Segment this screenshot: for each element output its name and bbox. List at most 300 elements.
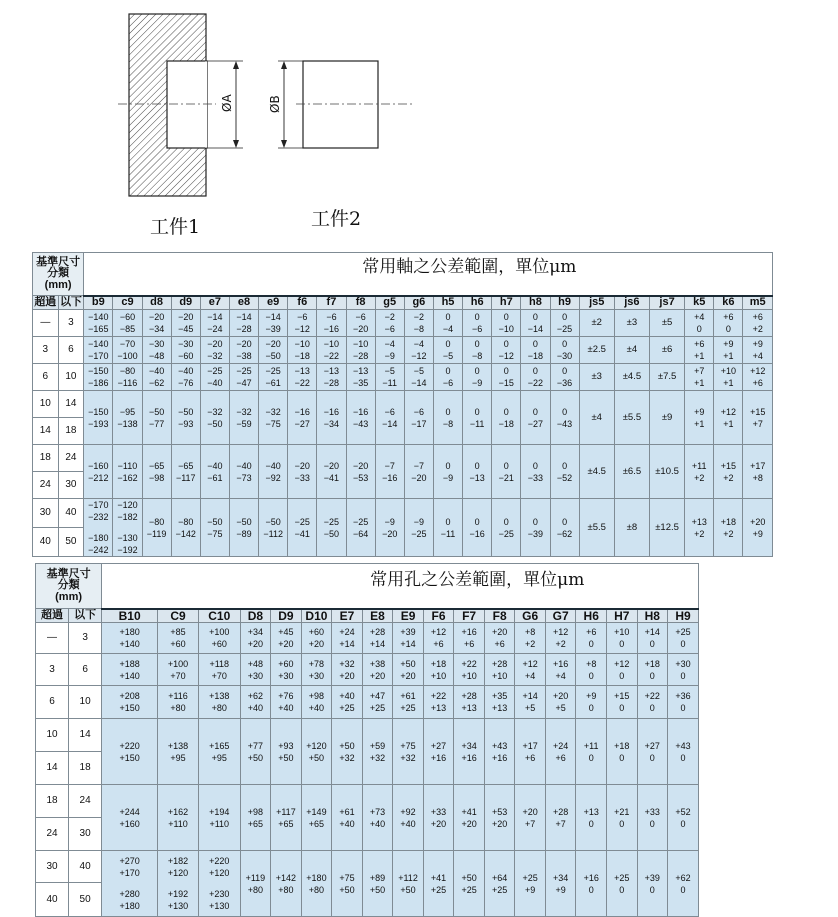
column-header-c9: C9	[158, 609, 199, 623]
upper-deviation: +6	[723, 312, 734, 322]
lower-deviation: −75	[207, 528, 223, 539]
tolerance-cell-js7	[649, 391, 684, 445]
upper-deviation: +27	[430, 740, 447, 751]
lower-deviation: +50	[369, 884, 386, 895]
upper-deviation: +77	[247, 740, 264, 751]
lower-deviation: −100	[117, 351, 138, 361]
upper-deviation: +165	[209, 740, 230, 751]
upper-deviation: −20	[265, 339, 281, 349]
lower-deviation: +80	[247, 884, 264, 895]
lower-deviation: +4	[525, 670, 536, 681]
upper-deviation: −25	[323, 516, 340, 527]
column-header-e8: e8	[229, 296, 258, 310]
tolerance-cell-f8	[346, 391, 375, 445]
upper-deviation: −40	[148, 366, 165, 376]
upper-deviation: +9	[723, 339, 734, 349]
lower-deviation: −12	[411, 351, 427, 361]
lower-deviation: −41	[323, 472, 340, 483]
lower-deviation: −16	[469, 528, 485, 539]
lower-deviation: −25	[556, 324, 573, 334]
table-row	[36, 623, 699, 654]
upper-deviation: −65	[148, 460, 165, 471]
tolerance-cell-g7	[545, 719, 576, 785]
tolerance-cell-g5	[375, 337, 404, 364]
table-title: 常用孔之公差範圍，單位μm	[362, 570, 592, 591]
tolerance-cell-c9	[113, 445, 142, 499]
upper-deviation: −140	[88, 312, 109, 322]
tolerance-cell-f8	[484, 686, 515, 719]
tolerance-cell-b9	[84, 391, 113, 445]
lower-deviation: +110	[168, 818, 188, 829]
lower-deviation: −35	[352, 378, 369, 388]
lower-deviation: +50	[247, 752, 264, 763]
tolerance-cell-js5	[579, 310, 614, 337]
upper-deviation: −7	[413, 460, 424, 471]
column-header-d10: D10	[301, 609, 332, 623]
size-over-cell: 40	[36, 883, 69, 917]
upper-deviation: −40	[207, 460, 223, 471]
lower-deviation: +1	[723, 351, 734, 361]
upper-deviation: +220	[119, 740, 140, 751]
upper-deviation: −10	[323, 339, 340, 349]
lower-deviation: +160	[119, 818, 140, 829]
tolerance-cell-e7	[200, 445, 229, 499]
size-up-to-cell: 10	[69, 686, 102, 719]
lower-deviation: 0	[619, 884, 625, 895]
size-over-cell: 18	[33, 445, 59, 472]
tolerance-cell-e9	[259, 310, 288, 337]
tolerance-cell-d10	[301, 719, 332, 785]
upper-deviation: +142	[275, 872, 297, 883]
tolerance-cell-c9	[158, 654, 199, 686]
lower-deviation: −73	[236, 472, 252, 483]
tolerance-cell-js7	[649, 310, 684, 337]
tolerance-cell-e9	[259, 337, 288, 364]
tolerance-cell-h7	[606, 851, 637, 917]
size-over-cell: 14	[33, 418, 59, 445]
lower-deviation: +140	[119, 670, 140, 681]
upper-deviation: +100	[209, 627, 230, 637]
upper-deviation: −13	[323, 366, 340, 376]
tolerance-cell-js7	[649, 364, 684, 391]
lower-deviation: −8	[442, 418, 454, 429]
lower-deviation: −50	[323, 528, 340, 539]
lower-deviation: +9	[752, 528, 763, 539]
tolerance-cell-f8	[346, 310, 375, 337]
tolerance-cell-h6	[576, 623, 607, 654]
lower-deviation: +8	[752, 472, 763, 483]
lower-deviation: −119	[146, 528, 167, 539]
tolerance-cell-g5	[375, 499, 404, 557]
tolerance-cell-f8	[346, 499, 375, 557]
tolerance-cell-f7	[317, 364, 346, 391]
upper-deviation: −5	[413, 366, 424, 376]
tolerance-cell-f6	[423, 851, 454, 917]
lower-deviation: −64	[352, 528, 369, 539]
upper-deviation: +20	[553, 691, 569, 701]
tolerance-cell-e7	[200, 310, 229, 337]
lower-deviation: −6	[442, 378, 454, 388]
lower-deviation: +50	[400, 884, 416, 895]
upper-deviation: −50	[207, 516, 223, 527]
tolerance-cell-d9	[271, 851, 302, 917]
lower-deviation: −61	[265, 378, 281, 388]
column-header-g6: g6	[404, 296, 433, 310]
upper-deviation: −13	[352, 366, 369, 376]
tolerance-cell-f8	[484, 719, 515, 785]
upper-deviation: +16	[553, 658, 569, 669]
tolerance-cell-g6	[404, 337, 433, 364]
lower-deviation: −11	[440, 528, 456, 539]
lower-deviation: +2	[694, 528, 705, 539]
lower-deviation: −92	[265, 472, 281, 483]
tolerance-cell-js7	[649, 445, 684, 499]
tolerance-cell-e8	[362, 623, 393, 654]
lower-deviation: −20	[411, 472, 427, 483]
size-up-to-cell: 40	[58, 499, 84, 528]
upper-deviation: 0	[445, 406, 451, 417]
tolerance-cell-c9	[113, 310, 142, 337]
upper-deviation: +12	[614, 658, 630, 669]
upper-deviation: −40	[236, 460, 252, 471]
tolerance-cell-d9	[171, 499, 200, 557]
upper-deviation: +22	[430, 691, 447, 701]
tolerance-cell-c9	[158, 785, 199, 851]
upper-deviation: +117	[276, 806, 296, 817]
tolerance-cell-d8	[240, 785, 271, 851]
tolerance-cell-e9	[393, 851, 424, 917]
tolerance-cell-h6	[576, 686, 607, 719]
upper-deviation: +34	[553, 872, 569, 883]
upper-deviation: +12	[522, 658, 538, 669]
lower-deviation: −16	[382, 472, 398, 483]
lower-deviation: −14	[527, 324, 544, 334]
shaft-tolerance-table	[32, 252, 773, 557]
lower-deviation: +130	[167, 901, 189, 911]
upper-deviation: 0	[445, 339, 451, 349]
lower-deviation: −20	[352, 324, 369, 334]
lower-deviation: +20	[339, 670, 355, 681]
upper-deviation: +43	[675, 740, 691, 751]
upper-deviation: +64	[491, 872, 508, 883]
tolerance-cell-e9	[259, 364, 288, 391]
lower-deviation: +40	[400, 818, 416, 829]
upper-deviation: −180	[88, 533, 109, 543]
size-over-cell: 3	[36, 654, 69, 686]
upper-deviation: +120	[306, 740, 327, 751]
upper-deviation: +43	[491, 740, 508, 751]
upper-deviation: 0	[503, 406, 509, 417]
tolerance-cell-js5	[579, 391, 614, 445]
tolerance-cell-h8	[521, 499, 550, 557]
lower-deviation: −48	[148, 351, 165, 361]
column-header-h8: h8	[521, 296, 550, 310]
upper-deviation: +39	[400, 627, 416, 637]
upper-deviation: 0	[503, 460, 509, 471]
upper-deviation: +25	[522, 872, 538, 883]
tolerance-cell-e7	[200, 391, 229, 445]
table-banner	[102, 564, 699, 609]
tolerance-cell-h5	[433, 499, 462, 557]
upper-deviation: −20	[323, 460, 340, 471]
size-up-to-cell: 3	[69, 623, 102, 654]
tolerance-cell-h7	[492, 445, 521, 499]
tolerance-cell-h9	[668, 719, 699, 785]
upper-deviation: +11	[583, 740, 599, 751]
tolerance-cell-h8	[637, 719, 668, 785]
size-up-to-cell: 3	[58, 310, 84, 337]
upper-deviation: +25	[675, 627, 691, 637]
lower-deviation: +25	[430, 884, 447, 895]
upper-deviation: +50	[461, 872, 477, 883]
upper-deviation: −20	[352, 460, 369, 471]
tolerance-cell-js6	[614, 391, 649, 445]
lower-deviation: 0	[725, 324, 731, 334]
lower-deviation: −38	[236, 351, 252, 361]
lower-deviation: 0	[680, 703, 686, 713]
tolerance-cell-h6	[463, 391, 492, 445]
column-header-f6: F6	[423, 609, 454, 623]
upper-deviation: +100	[167, 658, 189, 669]
tolerance-cell-g7	[545, 686, 576, 719]
tolerance-cell-k6	[714, 310, 743, 337]
tolerance-cell-d8	[142, 499, 171, 557]
column-header-h8: H8	[637, 609, 668, 623]
lower-deviation: +7	[555, 818, 566, 829]
column-header-js7: js7	[649, 296, 684, 310]
tolerance-cell-e7	[332, 686, 363, 719]
tolerance-cell-f7	[454, 623, 485, 654]
upper-deviation: +8	[586, 658, 597, 669]
tolerance-cell-m5	[743, 391, 773, 445]
lower-deviation: +40	[339, 818, 355, 829]
lower-deviation: +30	[278, 670, 294, 681]
column-header-f6: f6	[288, 296, 317, 310]
lower-deviation: −9	[442, 472, 454, 483]
tolerance-cell-k6	[714, 364, 743, 391]
tolerance-cell-h7	[606, 785, 637, 851]
upper-deviation: +13	[691, 516, 707, 527]
tolerance-cell-f7	[317, 445, 346, 499]
tolerance-cell-f8	[346, 337, 375, 364]
lower-deviation: −192	[117, 545, 138, 555]
lower-deviation: −50	[207, 418, 223, 429]
lower-deviation: −59	[236, 418, 252, 429]
lower-deviation: +25	[369, 703, 386, 713]
upper-deviation: +45	[278, 627, 294, 637]
upper-deviation: −80	[178, 516, 194, 527]
upper-deviation: 0	[532, 516, 538, 527]
upper-deviation: −30	[178, 339, 194, 349]
upper-deviation: +188	[119, 658, 140, 669]
upper-deviation: −4	[413, 339, 424, 349]
tolerance-cell-e9	[259, 445, 288, 499]
tolerance-cell-d8	[240, 719, 271, 785]
tolerance-cell-h7	[492, 499, 521, 557]
tolerance-cell-b9	[84, 499, 113, 557]
workpiece-2-caption: 工件2	[311, 208, 362, 230]
tolerance-cell-g6	[404, 391, 433, 445]
lower-deviation: +150	[119, 752, 140, 763]
lower-deviation: −75	[265, 418, 281, 429]
tolerance-cell-d9	[271, 719, 302, 785]
size-up-to-cell: 24	[69, 785, 102, 818]
lower-deviation: −93	[178, 418, 194, 429]
tolerance-cell-g7	[545, 654, 576, 686]
tolerance-cell-f8	[484, 785, 515, 851]
tolerance-cell-d10	[301, 851, 332, 917]
tolerance-cell-h7	[606, 719, 637, 785]
lower-deviation: +2	[723, 528, 734, 539]
lower-deviation: +80	[170, 703, 186, 713]
tolerance-cell-e8	[229, 337, 258, 364]
tolerance-cell-js6	[614, 445, 649, 499]
lower-deviation: +95	[211, 752, 227, 763]
tolerance-cell-js5	[579, 337, 614, 364]
lower-deviation: +30	[247, 670, 264, 681]
tolerance-cell-m5	[743, 337, 773, 364]
upper-deviation: +9	[694, 406, 705, 417]
tolerance-cell-h8	[637, 654, 668, 686]
lower-deviation: +60	[211, 639, 227, 649]
lower-deviation: −242	[88, 545, 109, 555]
upper-deviation: +36	[675, 691, 691, 701]
tolerance-cell-c9	[113, 364, 142, 391]
tolerance-cell-e8	[362, 851, 393, 917]
tolerance-cell-d8	[240, 851, 271, 917]
tolerance-cell-m5	[743, 364, 773, 391]
tolerance-cell-h8	[521, 310, 550, 337]
tolerance-cell-b10	[102, 851, 158, 917]
tolerance-cell-g6	[515, 851, 546, 917]
tolerance-cell-h9	[668, 851, 699, 917]
lower-deviation: +16	[491, 752, 508, 763]
tolerance-cell-g6	[515, 719, 546, 785]
shaft-table-grid	[32, 252, 773, 557]
tolerance-cell-b10	[102, 686, 158, 719]
lower-deviation: 0	[696, 324, 702, 334]
upper-deviation: ±4	[626, 344, 638, 355]
column-header-h6: H6	[576, 609, 607, 623]
lower-deviation: −24	[207, 324, 223, 334]
upper-deviation: −110	[117, 460, 138, 471]
lower-deviation: +170	[119, 868, 140, 878]
upper-deviation: −140	[88, 339, 109, 349]
upper-deviation: ±10.5	[655, 465, 679, 477]
tolerance-cell-d8	[240, 623, 271, 654]
tolerance-cell-e8	[229, 445, 258, 499]
lower-deviation: 0	[619, 670, 625, 681]
upper-deviation: +12	[553, 627, 569, 637]
table-title: 常用軸之公差範圍，單位μm	[354, 257, 584, 278]
tolerance-cell-d9	[271, 623, 302, 654]
size-up-to-cell: 50	[58, 528, 84, 557]
tolerance-cell-e9	[259, 499, 288, 557]
upper-deviation: +20	[750, 516, 766, 527]
lower-deviation: +1	[694, 351, 705, 361]
upper-deviation: 0	[445, 312, 451, 322]
lower-deviation: +32	[400, 752, 416, 763]
upper-deviation: +180	[306, 872, 327, 883]
upper-deviation: −6	[326, 312, 337, 322]
upper-deviation: ±2.5	[587, 344, 606, 355]
tolerance-cell-k5	[685, 499, 714, 557]
lower-deviation: +16	[430, 752, 447, 763]
tolerance-cell-f6	[423, 623, 454, 654]
lower-deviation: +7	[752, 418, 763, 429]
tolerance-cell-b10	[102, 785, 158, 851]
tolerance-cell-c10	[198, 785, 240, 851]
lower-deviation: −52	[556, 472, 573, 483]
upper-deviation: ±9	[661, 411, 673, 423]
tolerance-cell-js6	[614, 310, 649, 337]
tolerance-cell-h8	[521, 364, 550, 391]
upper-deviation: ±6.5	[622, 465, 642, 477]
tolerance-cell-d9	[171, 364, 200, 391]
upper-deviation: +18	[430, 658, 447, 669]
tolerance-cell-h6	[576, 785, 607, 851]
upper-deviation: +62	[675, 872, 691, 883]
column-header-m5: m5	[743, 296, 773, 310]
upper-deviation: +270	[119, 856, 140, 866]
tolerance-cell-f6	[288, 364, 317, 391]
upper-deviation: −20	[207, 339, 223, 349]
upper-deviation: −70	[119, 339, 136, 349]
upper-deviation: +9	[752, 339, 763, 349]
size-over-cell: 24	[33, 472, 59, 499]
lower-deviation: +6	[555, 752, 566, 763]
upper-deviation: −120	[117, 500, 138, 510]
lower-deviation: −5	[442, 351, 454, 361]
tolerance-cell-f7	[454, 686, 485, 719]
upper-deviation: +27	[644, 740, 660, 751]
size-over-cell: 3	[33, 337, 59, 364]
upper-deviation: −10	[352, 339, 369, 349]
tolerance-cell-d9	[171, 445, 200, 499]
hole-tolerance-table	[35, 563, 699, 917]
upper-deviation: ±4.5	[622, 371, 642, 382]
tolerance-cell-k6	[714, 445, 743, 499]
upper-deviation: +33	[644, 806, 660, 817]
column-header-e8: E8	[362, 609, 393, 623]
tolerance-cell-d10	[301, 623, 332, 654]
upper-deviation: +41	[430, 872, 447, 883]
size-over-cell: —	[33, 310, 59, 337]
lower-deviation: 0	[649, 752, 655, 763]
upper-deviation: −25	[265, 366, 281, 376]
lower-deviation: +20	[308, 639, 325, 649]
upper-deviation: −160	[88, 460, 109, 471]
upper-deviation: +25	[614, 872, 630, 883]
lower-deviation: −10	[498, 324, 514, 334]
upper-deviation: +15	[720, 460, 736, 471]
upper-deviation: 0	[474, 516, 480, 527]
tolerance-cell-h6	[576, 654, 607, 686]
lower-deviation: 0	[588, 818, 594, 829]
upper-deviation: +17	[750, 460, 766, 471]
upper-deviation: +12	[430, 627, 447, 637]
lower-deviation: +14	[339, 639, 355, 649]
lower-deviation: 0	[680, 818, 686, 829]
upper-deviation: +162	[167, 806, 189, 817]
tolerance-cell-k6	[714, 499, 743, 557]
lower-deviation: −6	[472, 324, 483, 334]
lower-deviation: −45	[178, 324, 194, 334]
upper-deviation: +50	[400, 658, 416, 669]
lower-deviation: +65	[247, 818, 264, 829]
tolerance-cell-js6	[614, 364, 649, 391]
upper-deviation: ±5	[661, 317, 673, 328]
